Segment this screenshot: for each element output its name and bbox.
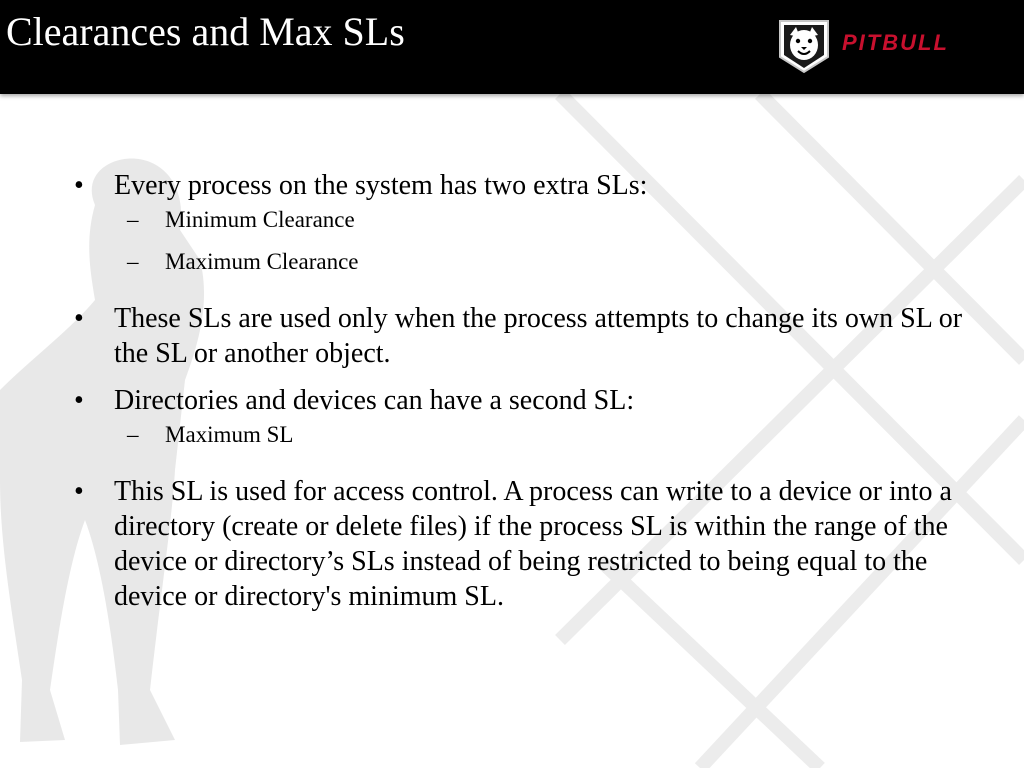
bullet-text: These SLs are used only when the process attempts to change its own SL or the SL or another object.: [114, 303, 963, 369]
sub-bullet-text: Maximum Clearance: [165, 249, 359, 274]
slide-title: Clearances and Max SLs: [6, 9, 405, 54]
bullet-text: Directories and devices can have a second SL:: [114, 385, 635, 416]
sub-bullet-item: [114, 205, 974, 247]
bullet-glyph: •: [74, 476, 84, 507]
bullet-text: This SL is used for access control. A process can write to a device or into a directory (create or delete files) if the process SL is within the range of the device or directory’s SLs instead of being restricted to being equal to the device or directory's minimum SL.: [114, 476, 952, 612]
bullet-glyph: •: [74, 385, 84, 416]
sub-bullet-list: [114, 420, 974, 462]
dash-glyph: –: [127, 207, 139, 232]
sub-bullet-text: Minimum Clearance: [165, 207, 355, 232]
bullet-item: [74, 168, 974, 289]
sub-bullet-item: [114, 420, 974, 462]
bullet-item: [74, 474, 974, 614]
logo-wordmark: PITBULL: [842, 30, 949, 55]
dash-glyph: –: [127, 249, 139, 274]
dash-glyph: –: [127, 422, 139, 447]
slide-header: [0, 0, 1024, 94]
pitbull-badge-icon: [776, 17, 832, 75]
bullet-item: [74, 301, 974, 371]
sub-bullet-text: Maximum SL: [165, 422, 294, 447]
bullet-glyph: •: [74, 303, 84, 334]
bullet-item: [74, 383, 974, 462]
bullet-glyph: •: [74, 170, 84, 201]
sub-bullet-item: [114, 247, 974, 289]
bullet-list: [74, 168, 974, 626]
bullet-text: Every process on the system has two extra SLs:: [114, 170, 648, 201]
sub-bullet-list: [114, 205, 974, 289]
slide-body: [0, 94, 1024, 768]
